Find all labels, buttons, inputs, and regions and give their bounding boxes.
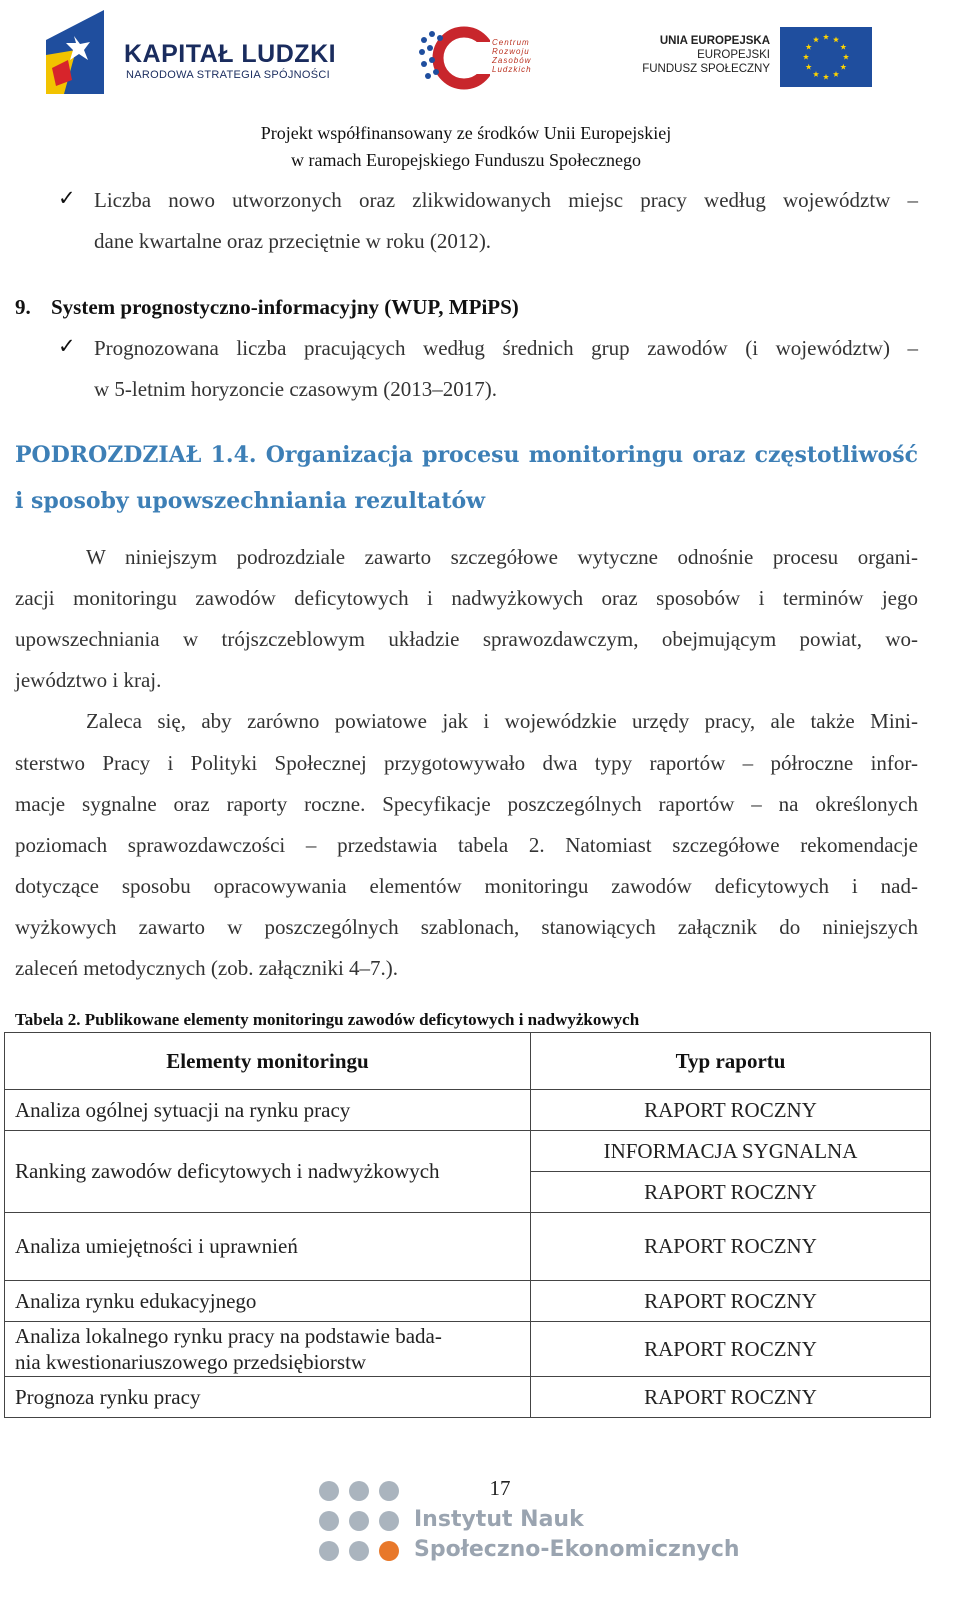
paragraph-2-line: poziomach sprawozdawczości – przedstawia tabela 2. Natomiast szczegółowe rekomendacje	[15, 833, 918, 857]
element-cell: Analiza umiejętności i uprawnień	[5, 1213, 531, 1281]
checkmark-icon: ✓	[58, 334, 76, 358]
table-row	[5, 1090, 931, 1131]
paragraph-2-line: Zaleca się, aby zarówno powiatowe jak i wojewódzkie urzędy pracy, ale także Mini-	[86, 709, 918, 733]
crzl-logo-text	[492, 38, 532, 74]
institute-name-line-2: Społeczno-Ekonomicznych	[414, 1537, 740, 1562]
bullet-1-line-1: Liczba nowo utworzonych oraz zlikwidowanych miejsc pracy według województw –	[94, 188, 918, 212]
project-cofinancing-line-2: w ramach Europejskiego Funduszu Społecznego	[291, 150, 641, 170]
report-type-cell: RAPORT ROCZNY	[531, 1172, 931, 1213]
institute-name-line-1: Instytut Nauk	[414, 1507, 584, 1532]
paragraph-2-line: zaleceń metodycznych (zob. załączniki 4–7.).	[15, 956, 399, 980]
page-number: 17	[489, 1476, 511, 1500]
element-cell: Ranking zawodów deficytowych i nadwyżkowych	[5, 1131, 531, 1213]
monitoring-elements-table	[4, 1032, 931, 1418]
ue-logo-text	[630, 34, 770, 76]
kapital-ludzki-logo-mark	[46, 10, 104, 94]
paragraph-2-line: sterstwo Pracy i Polityki Społecznej przygotowywało dwa typy raportów – półroczne infor-	[15, 751, 918, 775]
table-caption: Tabela 2. Publikowane elementy monitoringu zawodów deficytowych i nadwyżkowych	[15, 1010, 640, 1029]
crzl-line: Rozwoju	[492, 47, 530, 56]
bullet-1-line-2: dane kwartalne oraz przeciętnie w roku (2012).	[94, 229, 492, 253]
element-cell: Analiza ogólnej sytuacji na rynku pracy	[5, 1090, 531, 1131]
item-9-title: System prognostyczno-informacyjny (WUP, MPiPS)	[51, 295, 519, 319]
kapital-ludzki-title: KAPITAŁ LUDZKI	[124, 40, 337, 68]
institute-logo-dots-icon	[318, 1480, 400, 1562]
section-heading-line-1: PODROZDZIAŁ 1.4. Organizacja procesu monitoringu oraz częstotliwość	[15, 442, 918, 468]
report-type-cell: RAPORT ROCZNY	[531, 1213, 931, 1281]
table-row	[5, 1213, 931, 1281]
ue-line-3: FUNDUSZ SPOŁECZNY	[642, 63, 770, 75]
paragraph-1-line: upowszechniania w trójszczeblowym układzie sprawozdawczym, obejmującym powiat, wo-	[15, 627, 918, 651]
kapital-ludzki-subtitle: NARODOWA STRATEGIA SPÓJNOŚCI	[126, 69, 330, 81]
paragraph-1-line: zacji monitoringu zawodów deficytowych i nadwyżkowych oraz sposobów i terminów jego	[15, 586, 918, 610]
ue-line-2: EUROPEJSKI	[697, 49, 770, 61]
header-report-type: Typ raportu	[531, 1033, 931, 1090]
report-type-cell: RAPORT ROCZNY	[531, 1281, 931, 1322]
institute-name	[414, 1505, 740, 1565]
report-type-cell: RAPORT ROCZNY	[531, 1377, 931, 1418]
checkmark-icon: ✓	[58, 186, 76, 210]
element-cell	[5, 1322, 531, 1377]
table-row	[5, 1281, 931, 1322]
element-cell-line: Analiza lokalnego rynku pracy na podstawie bada-	[15, 1324, 442, 1348]
crzl-logo-mark	[418, 26, 490, 90]
item-9-number: 9.	[15, 295, 31, 319]
header-elements: Elementy monitoringu	[5, 1033, 531, 1090]
bullet-2-line-1: Prognozowana liczba pracujących według średnich grup zawodów (i województw) –	[94, 336, 918, 360]
crzl-line: Centrum	[492, 38, 530, 47]
project-cofinancing-line-1: Projekt współfinansowany ze środków Unii Europejskiej	[260, 123, 672, 143]
paragraph-1-line: jewództwo i kraj.	[15, 668, 162, 692]
paragraph-2-line: dotyczące sposobu opracowywania elementów monitoringu zawodów deficytowych i nad-	[15, 874, 918, 898]
crzl-line: Ludzkich	[492, 65, 532, 74]
paragraph-2-line: wyżkowych zawarto w poszczególnych szablonach, stanowiących załącznik do niniejszych	[15, 915, 918, 939]
report-type-cell: RAPORT ROCZNY	[531, 1322, 931, 1377]
crzl-line: Zasobów	[492, 56, 532, 65]
bullet-2-line-2: w 5-letnim horyzoncie czasowym (2013–2017).	[94, 377, 497, 401]
table-row	[5, 1322, 931, 1377]
paragraph-2-line: macje sygnalne oraz raporty roczne. Specyfikacje poszczególnych raportów – na określonych	[15, 792, 918, 816]
table-header-row	[5, 1033, 931, 1090]
report-type-cell: RAPORT ROCZNY	[531, 1090, 931, 1131]
element-cell: Analiza rynku edukacyjnego	[5, 1281, 531, 1322]
table-row	[5, 1131, 931, 1172]
element-cell: Prognoza rynku pracy	[5, 1377, 531, 1418]
section-heading-line-2: i sposoby upowszechniania rezultatów	[15, 488, 486, 514]
element-cell-line: nia kwestionariuszowego przedsiębiorstw	[15, 1350, 367, 1374]
report-type-cell: INFORMACJA SYGNALNA	[531, 1131, 931, 1172]
ue-line-1: UNIA EUROPEJSKA	[659, 35, 770, 47]
paragraph-1-line: W niniejszym podrozdziale zawarto szczegółowe wytyczne odnośnie procesu organi-	[86, 545, 918, 569]
table-row	[5, 1377, 931, 1418]
eu-flag-icon	[780, 27, 872, 87]
